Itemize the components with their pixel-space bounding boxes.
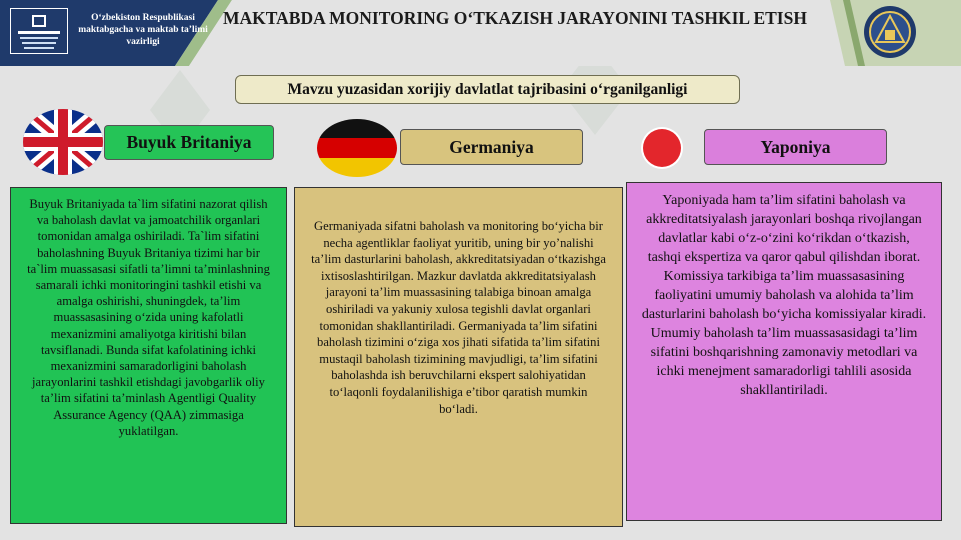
uk-flag [22, 107, 104, 177]
germany-label: Germaniya [400, 129, 583, 165]
header-bar [0, 0, 961, 66]
japan-label: Yaponiya [704, 129, 887, 165]
topic-banner: Mavzu yuzasidan xorijiy davlatlat tajribasini o‘rganilganligi [235, 75, 740, 104]
germany-description: Germaniyada sifatni baholash va monitoring bo‘yicha bir necha agentliklar faoliyat yuritib, uning bir yo’nalishi ta’lim dasturlarini baholash, akkreditatsiyadan o‘tkazishga ixtisoslashtirilgan. Mazkur davlatda akkreditatsiyalash jarayoni ta’lim muassasining talabiga binoan amalga oshiriladi va yakuniy xulosa tegishli davlat organlari tomonidan shakllantiriladi. Germaniyada ta’lim sifatini baholash tizimini o‘ziga xos jihati sifatida ta’lim sifatini mustaqil baholash tizimining mavjudligi, ta’lim sifatini baholashda ish beruvchilarni ekspert salohiyatidan to‘laqonli foydalanilishiga e’tibor qaratish mumkin bo‘ladi. [294, 187, 623, 527]
japan-description: Yaponiyada ham ta’lim sifatini baholash va akkreditatsiyalash jarayonlari boshqa rivojlangan davlatlar kabi o‘z-o‘zini ko‘rikdan o‘tkazish, tashqi ekspertiza va qaror qabul qilishdan iborat. Komissiya tarkibiga ta’lim muassasasining faoliyatini umumiy baholash va alohida ta’lim dasturlarini baholash bo‘yicha komissiyalar kiradi. Umumiy baholash ta’lim muassasasidagi ta’lim sifatini boshqarishning zamonaviy metodlari va ichki menejment samaradorligi tahlili asosida shakllantiriladi. [626, 182, 942, 521]
emblem-icon [850, 4, 930, 60]
uk-description: Buyuk Britaniyada ta`lim sifatini nazorat qilish va baholash davlat va jamoatchilik organlari tomonidan amalga oshiriladi. Ta`lim sifatini baholashning Buyuk Britaniya tizimi har bir ta`lim muassasasi sifatli ta’limni ta’minlashning samarali ichki monitoringini tashkil etishi va amalga oshirishi, shuningdek, ta’lim muassasasining o‘zida uning kafolatli mexanizmini amaliyotga kiritishi bilan tavsiflanadi. Bunda sifat kafolatining ichki mexanizmini samaradorligini baholash jarayonlarini tashkil etishdagi javobgarlik oliy ta’lim sifatini ta’minlash Agentligi Quality Assurance Agency (QAA) zimmasiga yuklatilgan. [10, 187, 287, 524]
japan-flag [640, 126, 684, 170]
page-title: MAKTABDA MONITORING O‘TKAZISH JARAYONINI TASHKIL ETISH [223, 8, 807, 28]
ministry-logo-icon [10, 8, 68, 54]
ministry-name: O‘zbekiston Respublikasi maktabgacha va maktab ta’limi vazirligi [78, 13, 208, 47]
germany-flag [316, 118, 398, 178]
uk-label: Buyuk Britaniya [104, 125, 274, 160]
